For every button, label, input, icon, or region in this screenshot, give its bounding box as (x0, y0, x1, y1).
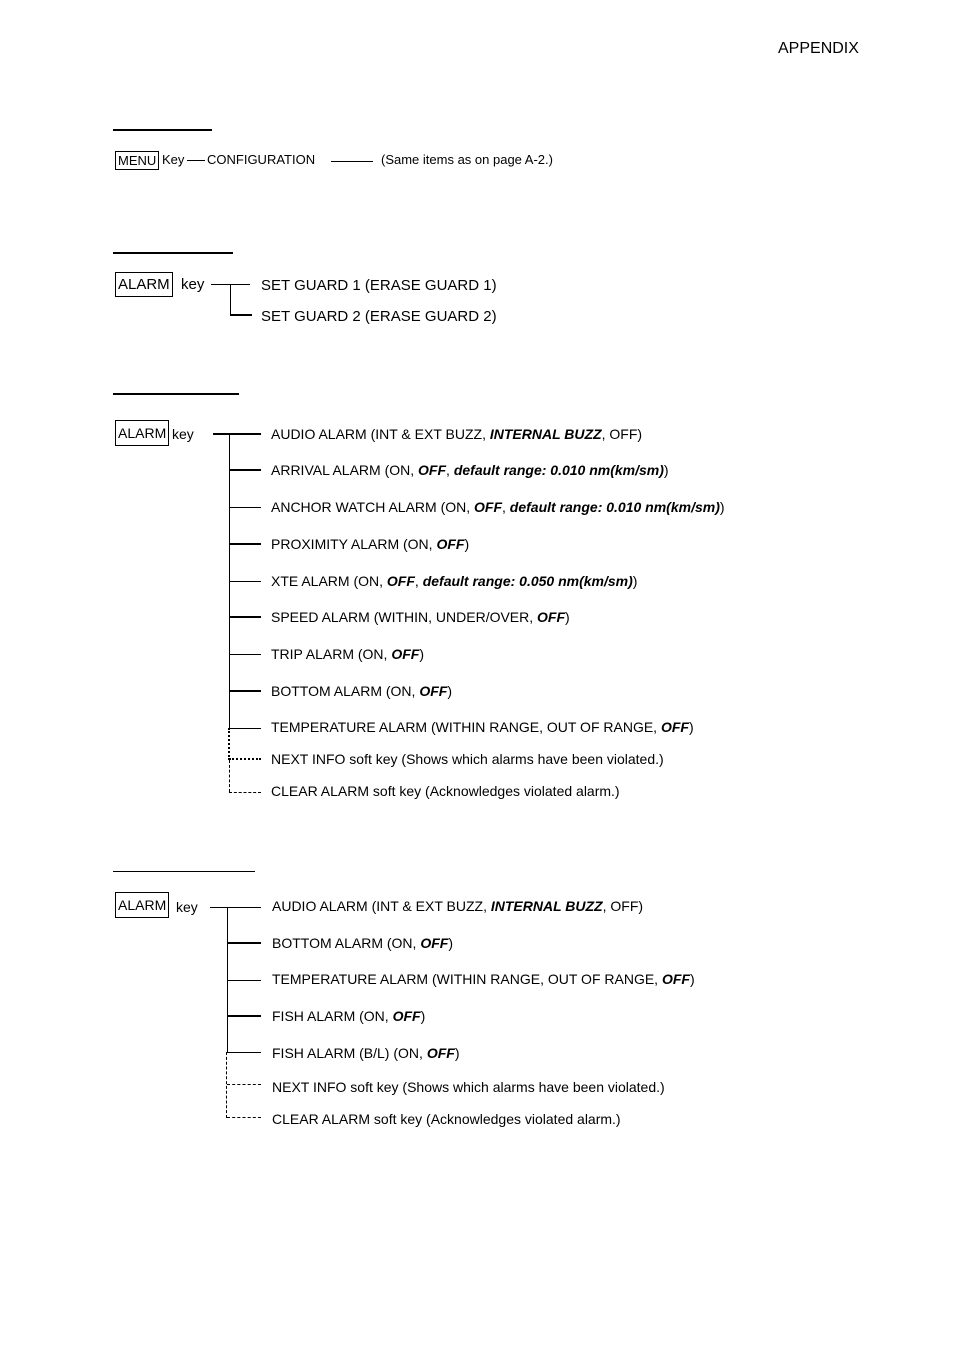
alarms2-item-temperature: TEMPERATURE ALARM (WITHIN RANGE, OUT OF RANGE, OFF) (272, 971, 695, 987)
guard-item-1: SET GUARD 1 (ERASE GUARD 1) (261, 277, 497, 294)
alarms1-branch-3 (229, 507, 261, 508)
alarms1-item-temperature: TEMPERATURE ALARM (WITHIN RANGE, OUT OF RANGE, OFF) (271, 719, 694, 735)
config-note-connector (331, 161, 373, 162)
alarms1-trunk (213, 433, 261, 435)
alarms1-item-proximity: PROXIMITY ALARM (ON, OFF) (271, 536, 470, 552)
config-connector (187, 160, 205, 161)
alarms2-branch-3 (227, 980, 261, 981)
alarms2-branch-next-info (227, 1084, 261, 1085)
alarms2-item-fish: FISH ALARM (ON, OFF) (272, 1008, 426, 1024)
alarms2-item-audio: AUDIO ALARM (INT & EXT BUZZ, INTERNAL BUZZ, OFF) (272, 898, 644, 914)
alarms1-item-speed: SPEED ALARM (WITHIN, UNDER/OVER, OFF) (271, 609, 570, 625)
alarms1-branch-2 (229, 469, 261, 471)
alarms2-dashed-vertical (226, 1052, 227, 1118)
section-rule-guard (113, 252, 233, 254)
alarms2-softkey-clear-alarm: CLEAR ALARM soft key (Acknowledges violated alarm.) (272, 1111, 621, 1127)
alarms1-softkey-clear-alarm: CLEAR ALARM soft key (Acknowledges violated alarm.) (271, 783, 620, 799)
alarms1-key-suffix: key (172, 426, 194, 442)
alarms1-key-box: ALARM (115, 420, 169, 446)
alarms1-branch-next-info (229, 758, 261, 760)
alarms1-item-bottom: BOTTOM ALARM (ON, OFF) (271, 683, 452, 699)
alarms1-dashed-vertical (229, 760, 230, 792)
guard-branch-2 (230, 314, 252, 316)
alarms1-dotted-vertical (228, 728, 230, 760)
config-item: CONFIGURATION (207, 152, 316, 167)
alarms1-branch-5 (229, 581, 261, 582)
alarms1-softkey-next-info: NEXT INFO soft key (Shows which alarms have been violated.) (271, 751, 664, 767)
alarms1-branch-8 (229, 690, 261, 692)
menu-key-suffix: Key (162, 152, 185, 167)
alarms2-branch-clear-alarm (227, 1117, 261, 1118)
alarms2-branch-4 (227, 1015, 261, 1017)
alarms2-trunk (210, 907, 261, 908)
section-rule-alarms1 (113, 393, 239, 395)
guard-branch-vertical (230, 284, 231, 315)
alarms2-key-box: ALARM (115, 892, 169, 918)
alarms2-item-bottom: BOTTOM ALARM (ON, OFF) (272, 935, 453, 951)
alarms2-item-fish-bl: FISH ALARM (B/L) (ON, OFF) (272, 1045, 460, 1061)
alarms2-key-suffix: key (176, 899, 198, 915)
appendix-header: APPENDIX (778, 40, 859, 57)
alarms2-branch-5 (227, 1052, 261, 1053)
alarms2-softkey-next-info: NEXT INFO soft key (Shows which alarms have been violated.) (272, 1079, 665, 1095)
alarms1-item-xte: XTE ALARM (ON, OFF, default range: 0.050 nm(km/sm)) (271, 573, 638, 589)
alarms1-branch-9 (229, 728, 261, 729)
config-note: (Same items as on page A-2.) (381, 152, 553, 167)
alarms1-branch-7 (229, 654, 261, 655)
guard-key-suffix: key (181, 276, 205, 293)
guard-item-2: SET GUARD 2 (ERASE GUARD 2) (261, 308, 497, 325)
alarms2-branch-2 (227, 942, 261, 944)
alarms1-branch-clear-alarm (229, 792, 261, 793)
alarms1-item-arrival: ARRIVAL ALARM (ON, OFF, default range: 0.010 nm(km/sm)) (271, 462, 669, 478)
section-rule-alarms2 (113, 871, 255, 872)
alarms1-item-anchor-watch: ANCHOR WATCH ALARM (ON, OFF, default range: 0.010 nm(km/sm)) (271, 499, 725, 515)
alarms1-branch-6 (229, 616, 261, 618)
menu-key-box: MENU (115, 151, 159, 170)
guard-alarm-key-box: ALARM (115, 272, 173, 297)
alarms1-branch-4 (229, 543, 261, 545)
alarms1-item-trip: TRIP ALARM (ON, OFF) (271, 646, 424, 662)
section-rule-config (113, 129, 212, 131)
alarms1-item-audio: AUDIO ALARM (INT & EXT BUZZ, INTERNAL BUZZ, OFF) (271, 426, 643, 442)
